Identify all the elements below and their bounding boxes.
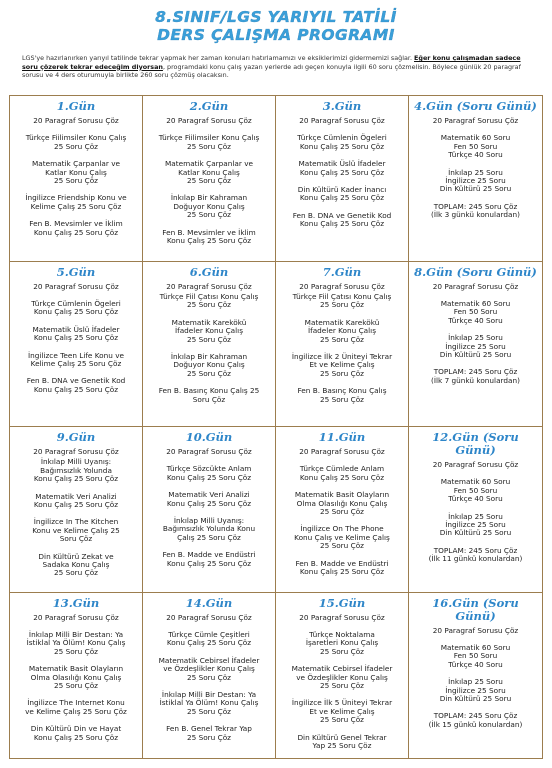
task-line: Fen B. Basınç Konu Çalış (297, 386, 387, 396)
task-line: İngilizce İlk 5 Üniteyi Tekrar (291, 698, 393, 708)
task-line: 20 Paragraf Sorusu Çöz (166, 281, 252, 291)
day-title: 4.Gün (Soru Günü) (414, 99, 537, 113)
task-line: Din Kültürü Din ve Hayat (30, 724, 122, 734)
task-line: Fen B. Madde ve Endüstri (162, 550, 256, 560)
task-line: Katlar Konu Çalış (45, 167, 107, 177)
task-line: TOPLAM: 245 Soru Çöz (433, 545, 518, 555)
task-line: Fen B. Genel Tekrar Yap (166, 724, 252, 734)
task-line: 25 Soru Çöz (319, 368, 365, 378)
task-line: 25 Soru Çöz (53, 141, 99, 151)
intro-text-2: , programdaki konu çalış yazan yerlerde adı geçen konuyla ilgili 60 soru çözmelisin. Böylece günlük 20 paragraf sorusu ve 4 ders oturumuyla birlikte 260 soru çözmüş olacaksın. (22, 62, 521, 80)
task-line: (İlk 7 günkü konulardan) (431, 375, 520, 385)
task-line: Olma Olasılığı Konu Çalış (296, 498, 388, 508)
task-line: İnkılap Milli Bir Destan: Ya (28, 629, 124, 639)
task-line: Türkçe Cümlede Anlam (299, 464, 385, 474)
task-line: İngilizce On The Phone (300, 524, 384, 534)
task-line: Konu Çalış 25 Soru Çöz (299, 141, 385, 151)
task-line: Türkçe 40 Soru (448, 315, 503, 325)
task-line: Türkçe Cümle Çeşitleri (168, 629, 250, 639)
task-line: İnkılap Milli Uyanış: (40, 457, 112, 467)
task-line: Türkçe Noktalama (309, 629, 375, 639)
task-line: Matematik 60 Soru (440, 477, 511, 487)
day-title: 5.Gün (56, 264, 96, 279)
task-line: Et ve Kelime Çalış (309, 360, 375, 370)
day-cell (276, 262, 409, 428)
task-line: 20 Paragraf Sorusu Çöz (33, 281, 119, 291)
intro-text-1: LGS'ye hazırlanırken yarıyıl tatilinde tekrar yapmak her zaman konuları hatırlamamızı ve eksiklerimizi gidermemizi sağlar. (22, 54, 415, 62)
task-line: 25 Soru Çöz (186, 732, 232, 742)
task-line: Din Kültürü Genel Tekrar (297, 732, 387, 742)
task-line: Türkçe Sözcükte Anlam (166, 464, 252, 474)
task-line: İstiklal Ya Ölüm! Konu Çalış (159, 698, 259, 708)
task-list (13, 117, 139, 237)
task-list (146, 117, 272, 245)
task-line: 20 Paragraf Sorusu Çöz (299, 281, 385, 291)
day-title: 9.Gün (56, 430, 96, 444)
day-title: 2.Gün (189, 99, 229, 113)
task-line: Fen B. DNA ve Genetik Kod (26, 376, 126, 386)
task-line: Konu Çalış 25 Soru Çöz (33, 500, 119, 510)
day-cell (276, 96, 409, 262)
task-line: Matematik Üslü İfadeler (298, 159, 386, 169)
task-line: Konu Çalış 25 Soru Çöz (33, 732, 119, 742)
page-header (0, 0, 552, 44)
task-line: İnkılap 25 Soru (448, 677, 503, 687)
task-line: TOPLAM: 245 Soru Çöz (433, 367, 518, 377)
task-line: Fen 50 Soru (453, 651, 498, 661)
task-line: İnkılap 25 Soru (448, 333, 503, 343)
task-line: Türkçe Fiilimsiler Konu Çalış (158, 133, 260, 143)
task-line: Türkçe 40 Soru (448, 494, 503, 504)
task-line: 25 Soru Çöz (319, 646, 365, 656)
task-line: 25 Soru Çöz (53, 568, 99, 578)
day-cell (276, 593, 409, 759)
task-line: Fen B. DNA ve Genetik Kod (292, 210, 392, 220)
day-cell (409, 96, 542, 262)
task-line: ve Özdeşlikler Konu Çalış (296, 672, 388, 682)
day-cell (409, 427, 542, 593)
task-line: 25 Soru Çöz (319, 334, 365, 344)
task-line: Doğuyor Konu Çalış (173, 201, 245, 211)
task-line: İngilizce Teen Life Konu ve (27, 350, 124, 360)
task-line: İnkılap Milli Uyanış: (173, 516, 245, 526)
task-line: Matematik Çarpanlar ve (164, 159, 254, 169)
task-line: Et ve Kelime Çalış (309, 706, 375, 716)
day-cell (10, 96, 143, 262)
task-line: Türkçe Fiil Çatısı Konu Çalış (292, 291, 392, 301)
task-line: Olma Olasılığı Konu Çalış (30, 672, 122, 682)
task-line: 25 Soru Çöz (186, 334, 232, 344)
task-line: İnkılap Bir Kahraman (170, 351, 248, 361)
task-line: 25 Soru Çöz (319, 715, 365, 725)
task-line: 25 Soru Çöz (319, 300, 365, 310)
task-list (13, 448, 139, 578)
task-line: İngilizce 25 Soru (445, 176, 506, 186)
task-line: Matematik Basit Olayların (294, 490, 390, 500)
task-line: Konu Çalış 25 Soru Çöz (299, 472, 385, 482)
task-line: 25 Soru Çöz (53, 176, 99, 186)
task-line: Matematik Basit Olayların (28, 664, 124, 674)
task-line: Din Kültürü Zekat ve (38, 551, 114, 561)
task-line: Konu Çalış 25 Soru Çöz (33, 474, 119, 484)
task-line: Konu Çalış 25 Soru Çöz (166, 558, 252, 568)
task-line: 20 Paragraf Sorusu Çöz (166, 447, 252, 456)
task-line: Din Kültürü 25 Soru (439, 528, 512, 538)
task-line: İşaretleri Konu Çalış (305, 638, 379, 648)
task-line: 25 Soru Çöz (319, 541, 365, 551)
task-line: Türkçe Cümlenin Ögeleri (297, 133, 387, 143)
task-line: Matematik Çarpanlar ve (31, 159, 121, 169)
task-line: Din Kültürü 25 Soru (439, 184, 512, 194)
task-line: İfadeler Konu Çalış (174, 326, 244, 336)
task-list (279, 117, 405, 229)
day-title: 14.Gün (185, 595, 233, 610)
task-line: 20 Paragraf Sorusu Çöz (33, 447, 119, 456)
task-line: Soru Çöz (192, 394, 226, 404)
task-list (412, 117, 539, 220)
day-title: 16.Gün (Soru Günü) (432, 595, 519, 623)
task-line: (İlk 3 günkü konulardan) (431, 210, 520, 220)
task-line: 25 Soru Çöz (186, 210, 232, 220)
task-line: Konu Çalış 25 Soru Çöz (299, 193, 385, 203)
task-line: İngilizce In The Kitchen (33, 517, 119, 527)
task-line: İnkılap Bir Kahraman (170, 193, 248, 203)
task-line: Matematik Karekökü (171, 317, 247, 327)
task-line: Matematik Üslü İfadeler (32, 324, 120, 334)
task-line: TOPLAM: 245 Soru Çöz (433, 201, 518, 211)
task-line: TOPLAM: 245 Soru Çöz (433, 711, 518, 721)
task-line: Fen B. Basınç Konu Çalış 25 (158, 386, 260, 396)
task-line: 20 Paragraf Sorusu Çöz (166, 612, 252, 622)
task-line: Konu Çalış 25 Soru Çöz (299, 567, 385, 577)
task-line: ve Özdeşlikler Konu Çalış (163, 664, 255, 674)
task-line: 20 Paragraf Sorusu Çöz (299, 116, 385, 125)
task-line: 20 Paragraf Sorusu Çöz (299, 612, 385, 622)
task-line: Türkçe Fiilimsiler Konu Çalış (25, 133, 127, 143)
task-list (279, 448, 405, 576)
task-line: Çalış 25 Soru Çöz (177, 532, 241, 542)
task-line: İngilizce 25 Soru (445, 685, 506, 695)
task-line: Yap 25 Soru Çöz (312, 740, 372, 750)
day-cell (143, 262, 276, 428)
task-line: Matematik Veri Analizi (35, 491, 117, 501)
day-cell (409, 593, 542, 759)
task-line: 25 Soru Çöz (186, 672, 232, 682)
task-line: 20 Paragraf Sorusu Çöz (432, 460, 519, 469)
task-list (412, 627, 539, 730)
task-line: Fen 50 Soru (453, 485, 498, 495)
task-line: 25 Soru Çöz (186, 706, 232, 716)
day-cell (276, 427, 409, 593)
day-title: 10.Gün (185, 430, 233, 444)
task-list (13, 283, 139, 395)
task-line: Matematik 60 Soru (440, 298, 511, 308)
intro-paragraph (22, 54, 532, 80)
task-line: Soru Çöz (59, 534, 93, 544)
day-cell (10, 593, 143, 759)
task-line: Matematik Karekökü (304, 317, 380, 327)
task-line: Kelime Çalış 25 Soru Çöz (30, 201, 122, 211)
task-line: Fen B. Madde ve Endüstri (295, 558, 389, 568)
task-list (146, 614, 272, 742)
task-list (146, 448, 272, 568)
task-line: Fen 50 Soru (453, 307, 498, 317)
task-line: İngilizce 25 Soru (445, 341, 506, 351)
task-line: Fen B. Mevsimler ve İklim (29, 219, 123, 229)
task-line: 20 Paragraf Sorusu Çöz (33, 612, 119, 622)
task-line: Konu Çalış 25 Soru Çöz (166, 498, 252, 508)
task-line: İngilizce İlk 2 Üniteyi Tekrar (291, 351, 393, 361)
task-line: Konu Çalış 25 Soru Çöz (166, 638, 252, 648)
day-cell (143, 96, 276, 262)
task-list (279, 283, 405, 404)
task-line: Konu Çalış 25 Soru Çöz (33, 227, 119, 237)
task-line: (İlk 15 günkü konulardan) (428, 719, 523, 729)
task-list (13, 614, 139, 742)
day-cell (409, 262, 542, 428)
task-line: İnkılap 25 Soru (448, 167, 503, 177)
task-line: Katlar Konu Çalış (178, 167, 240, 177)
task-list (412, 461, 539, 564)
task-line: Konu Çalış 25 Soru Çöz (299, 219, 385, 229)
day-cell (10, 427, 143, 593)
day-title: 15.Gün (318, 595, 366, 610)
task-line: Türkçe 40 Soru (448, 150, 503, 160)
day-cell (143, 593, 276, 759)
task-line: Fen B. Mevsimler ve İklim (162, 227, 256, 237)
task-line: 25 Soru Çöz (186, 176, 232, 186)
day-cell (10, 262, 143, 428)
task-line: Matematik Veri Analizi (168, 490, 250, 500)
day-title: 12.Gün (Soru Günü) (432, 430, 519, 457)
task-line: Matematik Cebirsel İfadeler (158, 655, 260, 665)
task-line: 20 Paragraf Sorusu Çöz (166, 116, 252, 125)
task-line: 25 Soru Çöz (186, 141, 232, 151)
task-line: 25 Soru Çöz (319, 507, 365, 517)
intro-emphasis: Eğer konu çalışmadan sadece soru çözerek tekrar edeceğim diyorsan (22, 54, 521, 71)
task-line: 25 Soru Çöz (319, 680, 365, 690)
task-line: Matematik 60 Soru (440, 133, 511, 143)
task-line: Din Kültürü Kader İnancı (297, 185, 387, 195)
task-line: Matematik Cebirsel İfadeler (291, 664, 393, 674)
day-title: 13.Gün (52, 595, 100, 610)
task-line: Konu Çalış 25 Soru Çöz (299, 167, 385, 177)
task-line: İnkılap 25 Soru (448, 511, 503, 521)
day-title: 1.Gün (56, 99, 96, 113)
task-line: Din Kültürü 25 Soru (439, 693, 512, 703)
task-line: Konu ve Kelime Çalış 25 (32, 525, 120, 535)
task-line: 20 Paragraf Sorusu Çöz (432, 281, 519, 291)
task-line: Konu Çalış 25 Soru Çöz (33, 307, 119, 317)
task-line: 25 Soru Çöz (186, 368, 232, 378)
task-list (412, 283, 539, 386)
schedule-table (9, 95, 543, 759)
task-line: Fen 50 Soru (453, 141, 498, 151)
task-line: Doğuyor Konu Çalış (173, 360, 245, 370)
day-title: 6.Gün (189, 264, 229, 279)
day-cell (143, 427, 276, 593)
task-line: İstiklal Ya Ölüm! Konu Çalış (26, 638, 126, 648)
task-line: İnkılap Milli Bir Destan: Ya (161, 689, 257, 699)
task-line: 25 Soru Çöz (53, 646, 99, 656)
task-line: Bağımsızlık Yolunda (40, 465, 112, 475)
task-line: 20 Paragraf Sorusu Çöz (432, 625, 519, 635)
task-line: Konu Çalış 25 Soru Çöz (166, 472, 252, 482)
day-title: 3.Gün (322, 99, 362, 113)
task-line: (İlk 11 günkü konulardan) (428, 554, 523, 564)
task-line: 25 Soru Çöz (186, 300, 232, 310)
task-line: İngilizce The Internet Konu (27, 698, 125, 708)
day-title: 11.Gün (318, 430, 366, 444)
task-line: İngilizce 25 Soru (445, 520, 506, 530)
task-list (146, 283, 272, 404)
task-line: Türkçe 40 Soru (448, 659, 503, 669)
task-line: Din Kültürü 25 Soru (439, 349, 512, 359)
day-title: 7.Gün (322, 264, 362, 279)
task-line: 20 Paragraf Sorusu Çöz (299, 447, 385, 456)
task-line: 25 Soru Çöz (53, 680, 99, 690)
task-line: Konu Çalış 25 Soru Çöz (166, 236, 252, 246)
day-title: 8.Gün (Soru Günü) (414, 264, 537, 279)
task-line: 25 Soru Çöz (319, 394, 365, 404)
task-line: Kelime Çalış 25 Soru Çöz (30, 358, 122, 368)
task-line: Türkçe Cümlenin Ögeleri (31, 298, 121, 308)
task-line: Konu Çalış 25 Soru Çöz (33, 333, 119, 343)
task-line: Konu Çalış ve Kelime Çalış (294, 532, 390, 542)
task-line: Bağımsızlık Yolunda Konu (162, 524, 256, 534)
task-list (279, 614, 405, 751)
task-line: İngilizce Friendship Konu ve (25, 193, 127, 203)
task-line: 20 Paragraf Sorusu Çöz (432, 116, 519, 125)
task-line: ve Kelime Çalış 25 Soru Çöz (25, 706, 127, 716)
task-line: 20 Paragraf Sorusu Çöz (33, 116, 119, 125)
task-line: Türkçe Fiil Çatısı Konu Çalış (159, 291, 259, 301)
page-title-line-2: DERS ÇALIŞMA PROGRAMI (157, 26, 395, 44)
task-line: Konu Çalış 25 Soru Çöz (33, 384, 119, 394)
page-title-line-1: 8.SINIF/LGS YARIYIL TATİLİ (155, 8, 397, 26)
task-line: Matematik 60 Soru (440, 642, 511, 652)
task-line: Sadaka Konu Çalış (42, 560, 110, 570)
task-line: İfadeler Konu Çalış (307, 326, 377, 336)
